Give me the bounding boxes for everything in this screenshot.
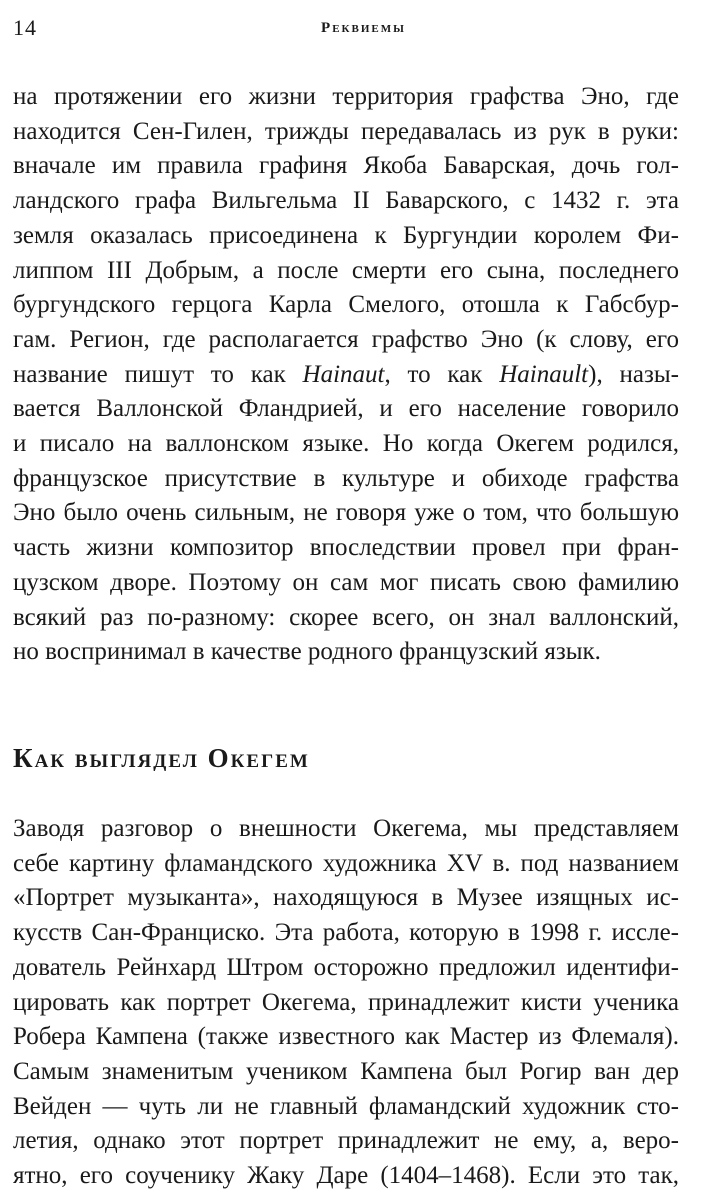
text-line: ятно, его соученику Жаку Даре (1404–1468). Если это так, [13,1162,679,1190]
paragraph-2 [13,812,679,1194]
page-number: 14 [13,15,37,40]
text-line-with-italics [13,358,679,393]
text-line: кусств Сан-Франциско. Эта работа, которую в 1998 г. иссле- [13,919,679,947]
text-line: летия, однако этот портрет принадлежит не ему, а, веро- [13,1127,679,1155]
text-line: бургундского герцога Карла Смелого, отошла к Габсбур- [13,291,679,319]
text-line: Эно было очень сильным, не говоря уже о том, что большую [13,499,679,527]
text-line: «Портрет музыканта», находящуюся в Музее изящных ис- [13,884,679,912]
text-line: земля оказалась присоединена к Бургундии королем Фи- [13,221,679,249]
italic-term: Hainaut [302,360,385,388]
italic-term: Hainault [499,360,589,388]
text-line: ландского графа Вильгельма II Баварского, с 1432 г. эта [13,187,679,215]
text-line: Заводя разговор о внешности Окегема, мы представляем [13,815,679,842]
text-segment: , то как [384,360,500,388]
text-line: находится Сен-Гилен, трижды передавалась из рук в руки: [13,117,679,145]
text-line: французское присутствие в культуре и обиходе графства [13,464,679,492]
text-line: гам. Регион, где располагается графство Эно (к слову, его [13,325,679,353]
text-segment: ), назы- [588,360,679,388]
text-line: Самым знаменитым учеником Кампена был Рогир ван дер [13,1057,679,1085]
running-head [13,14,714,42]
text-line: Вейден — чуть ли не главный фламандский художник сто- [13,1092,679,1120]
text-line: себе картину фламандского художника XV в. под названием [13,849,679,877]
text-line: и писало на валлонском языке. Но когда Окегем родился, [13,430,679,458]
section-heading: Как выглядел Окегем [13,743,310,773]
text-line: цузском дворе. Поэтому он сам мог писать свою фамилию [13,568,679,596]
text-line: на протяжении его жизни территория графства Эно, где [13,83,679,110]
text-line: дователь Рейнхард Штром осторожно предложил идентифи- [13,953,679,981]
text-line: но воспринимал в качестве родного французский язык. [13,638,601,666]
running-title: Реквиемы [321,20,406,36]
text-segment: название пишут то как [13,360,303,388]
text-line: вначале им правила графиня Якоба Баварская, дочь гол- [13,152,679,180]
text-line: цировать как портрет Окегема, принадлежит кисти ученика [13,988,679,1016]
text-line: липпом III Добрым, а после смерти его сына, последнего [13,256,679,284]
paragraph-1 [13,80,679,670]
text-line: часть жизни композитор впоследствии провел при фран- [13,534,679,562]
text-line: всякий раз по-разному: скорее всего, он знал валлонский, [13,603,679,631]
text-line: Робера Кампена (также известного как Мастер из Флемаля). [13,1023,679,1051]
text-line: вается Валлонской Фландрией, и его население говорило [13,395,679,423]
